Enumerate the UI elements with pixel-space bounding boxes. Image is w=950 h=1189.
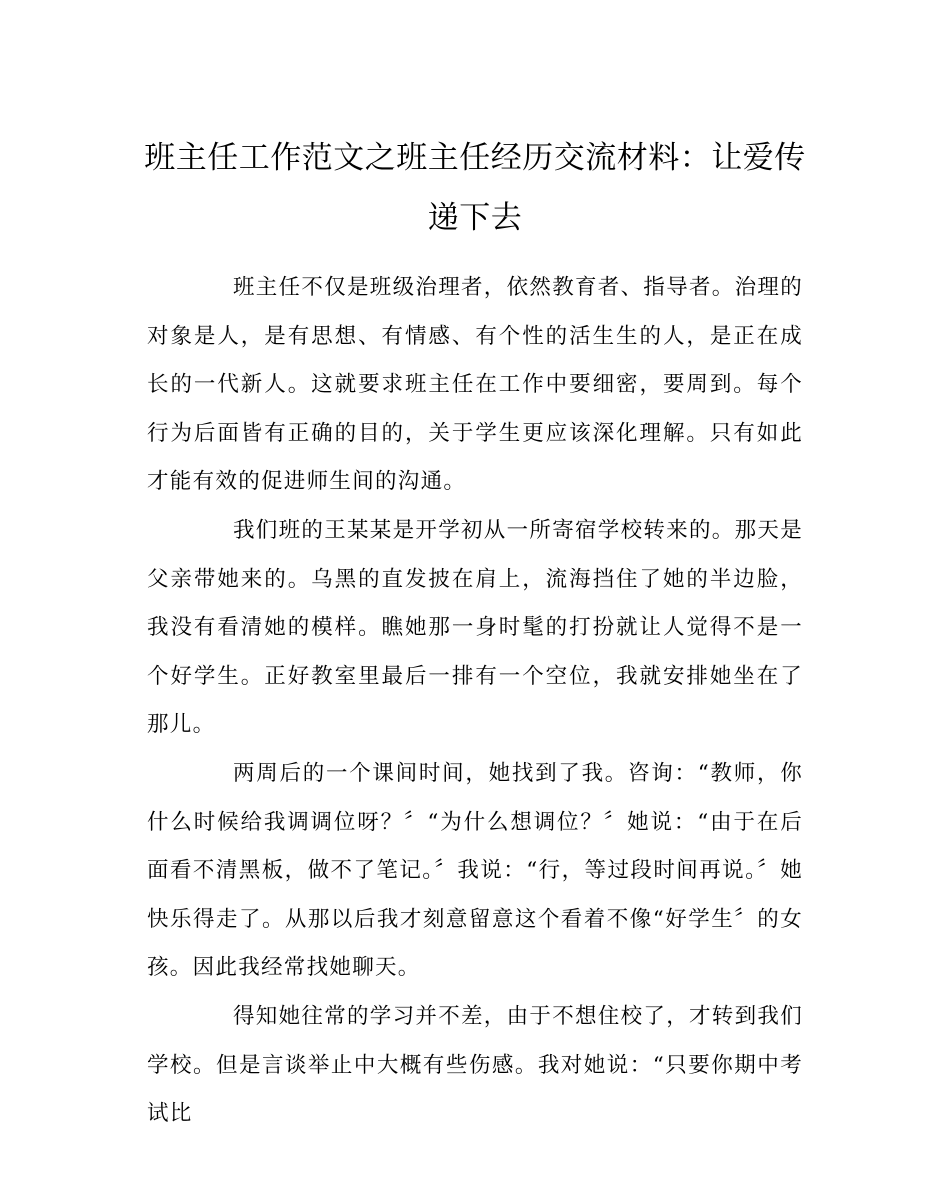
document-body: [147, 264, 803, 1139]
paragraph-3: 两周后的一个课间时间，她找到了我。咨询：“教师，你什么时候给我调调位呀？〞“为什么想调位？〞她说：“由于在后面看不清黑板，做不了笔记。〞我说：“行，等过段时间再说。〞她快乐得走了。从那以后我才刻意留意这个看着不像“好学生〞的女孩。因此我经常找她聊天。: [147, 760, 803, 981]
paragraph-1: 班主任不仅是班级治理者，依然教育者、指导者。治理的对象是人，是有思想、有情感、有个性的活生生的人，是正在成长的一代新人。这就要求班主任在工作中要细密，要周到。每个行为后面皆有正确的目的，关于学生更应该深化理解。只有如此才能有效的促进师生间的沟通。: [147, 275, 804, 495]
paragraph-2: 我们班的王某某是开学初从一所寄宿学校转来的。那天是父亲带她来的。乌黑的直发披在肩上，流海挡住了她的半边脸，我没有看清她的模样。瞧她那一身时髦的打扮就让人觉得不是一个好学生。正好教室里最后一排有一个空位，我就安排她坐在了那儿。: [147, 517, 804, 738]
document-title: 班主任工作范文之班主任经历交流材料：让爱传递下去: [144, 140, 806, 236]
paragraph-4: 得知她往常的学习并不差，由于不想住校了，才转到我们学校。但是言谈举止中大概有些伤感。我对她说：“只要你期中考试比: [147, 1003, 804, 1127]
